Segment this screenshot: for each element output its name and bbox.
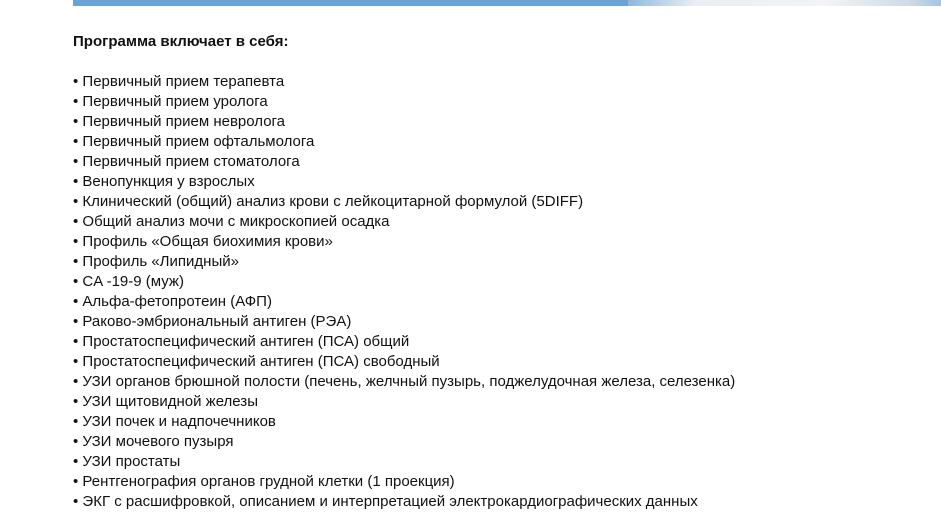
list-item: • Клинический (общий) анализ крови с лейкоцитарной формулой (5DIFF) xyxy=(73,192,933,212)
list-item: • УЗИ мочевого пузыря xyxy=(73,432,933,452)
list-item: • Рентгенография органов грудной клетки (1 проекция) xyxy=(73,472,933,492)
list-item: • Венопункция у взрослых xyxy=(73,172,933,192)
list-item: • Профиль «Липидный» xyxy=(73,252,933,272)
list-item: • Первичный прием уролога xyxy=(73,92,933,112)
list-item: • Профиль «Общая биохимия крови» xyxy=(73,232,933,252)
list-item: • УЗИ органов брюшной полости (печень, желчный пузырь, поджелудочная железа, селезенка) xyxy=(73,372,933,392)
list-item: • Раково-эмбриональный антиген (РЭА) xyxy=(73,312,933,332)
list-item: • Первичный прием терапевта xyxy=(73,72,933,92)
list-item: • Первичный прием офтальмолога xyxy=(73,132,933,152)
list-item: • Альфа-фетопротеин (АФП) xyxy=(73,292,933,312)
banner-photo xyxy=(628,0,941,6)
list-item: • CA -19-9 (муж) xyxy=(73,272,933,292)
list-item: • УЗИ почек и надпочечников xyxy=(73,412,933,432)
program-list xyxy=(73,72,933,512)
list-item: • Общий анализ мочи с микроскопией осадка xyxy=(73,212,933,232)
list-item: • УЗИ щитовидной железы xyxy=(73,392,933,412)
program-heading: Программа включает в себя: xyxy=(73,33,289,50)
list-item: • Первичный прием стоматолога xyxy=(73,152,933,172)
list-item: • УЗИ простаты xyxy=(73,452,933,472)
list-item: • Простатоспецифический антиген (ПСА) общий xyxy=(73,332,933,352)
list-item: • Первичный прием невролога xyxy=(73,112,933,132)
list-item: • ЭКГ с расшифровкой, описанием и интерпретацией электрокардиографических данных xyxy=(73,492,933,512)
list-item: • Простатоспецифический антиген (ПСА) свободный xyxy=(73,352,933,372)
top-banner-image xyxy=(73,0,941,6)
program-section xyxy=(73,32,933,512)
